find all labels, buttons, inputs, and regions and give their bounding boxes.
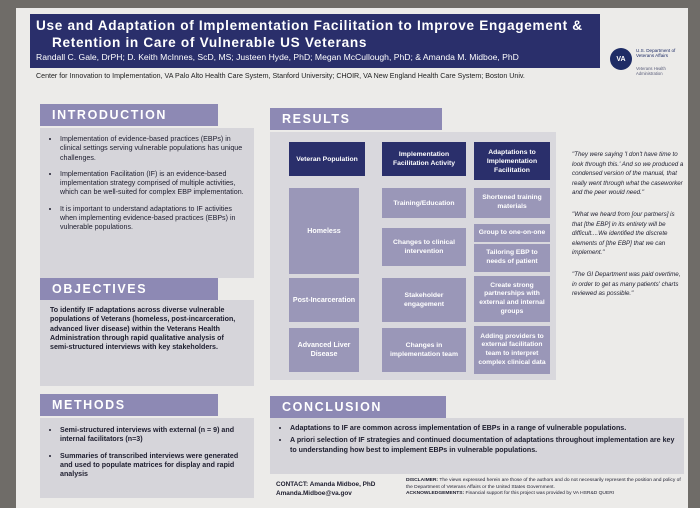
disclaimer-text: The views expressed herein are those of the authors and do not necessarily represent the position and policy of the Department of Veterans Affairs or the United States Government. — [406, 478, 681, 490]
matrix-activity: Training/Education — [382, 188, 466, 218]
matrix-activity: Changes to clinical intervention — [382, 228, 466, 266]
acknowledgements-label: ACKNOWLEDGEMENTS: — [406, 491, 465, 497]
disclaimer-label: DISCLAIMER: — [406, 478, 439, 483]
introduction-bullet: • Implementation Facilitation (IF) is an evidence-based implementation strategy comprised of multiple activities, which can be well-suited for complex EBP implementation. — [60, 170, 246, 198]
logo-administration: Veterans Health Administration — [636, 66, 666, 76]
matrix-population-liver-disease: Advanced Liver Disease — [289, 328, 359, 372]
poster — [16, 8, 688, 508]
matrix-activity: Stakeholder engagement — [382, 278, 466, 322]
contact-block — [276, 480, 406, 498]
quote: "The GI Department was paid overtime, in order to get as many patients' charts reviewed as possible." — [572, 270, 681, 298]
matrix-adaptation: Shortened training materials — [474, 188, 550, 218]
matrix-adaptation: Create strong partnerships with external and internal groups — [474, 276, 550, 322]
matrix-header-population: Veteran Population — [289, 142, 365, 176]
introduction-bullet: • It is important to understand adaptations to IF activities when implementing evidence-based practices (EBPs) in vulnerable populations. — [60, 205, 246, 233]
conclusion-bullet: • A priori selection of IF strategies and continued documentation of adaptations throughout implementation are key to understanding how best to implement EBPs in vulnerable populations. — [290, 436, 676, 455]
acknowledgements-text: Financial support for this project was provided by VA HSR&D QUERI — [465, 491, 615, 497]
quote: "They were saying 'I don't have time to look through this.' And so we produced a condensed version of the manual, that really went through what the caseworker and the peer would need." — [572, 151, 684, 197]
contact-email: Amanda.Midboe@va.gov — [276, 490, 352, 497]
introduction-body — [40, 128, 254, 278]
poster-title-line-2: Retention in Care of Vulnerable US Veterans — [52, 35, 368, 50]
logo-department: U.S. Department of Veterans Affairs — [636, 48, 676, 59]
disclaimer-block — [406, 478, 688, 498]
matrix-adaptation: Adding providers to external facilitation team to interpret complex clinical data — [474, 326, 550, 374]
poster-title-line-1: Use and Adaptation of Implementation Facilitation to Improve Engagement & — [36, 18, 583, 33]
methods-bullet: • Semi-structured interviews with external (n = 9) and internal facilitators (n=3) — [60, 426, 246, 445]
matrix-activity: Changes in implementation team — [382, 328, 466, 372]
affiliations: Center for Innovation to Implementation, VA Palo Alto Health Care System, Stanford University; CHOIR, VA New England Health Care System; Boston Univ. — [36, 72, 525, 80]
matrix-adaptation: Tailoring EBP to needs of patient — [474, 244, 550, 272]
matrix-population-homeless: Homeless — [289, 188, 359, 274]
matrix-adaptation: Group to one-on-one — [474, 224, 550, 242]
matrix-header-activity: Implementation Facilitation Activity — [382, 142, 466, 176]
results-heading: RESULTS — [270, 108, 442, 130]
objectives-text: To identify IF adaptations across diverse vulnerable populations of Veterans (homeless, post-incarceration, advanced liver disease) within the Veterans Health Administration through rapid qualitative analysis of semi-structured interviews with key stakeholders. — [50, 306, 236, 352]
objectives-body — [40, 300, 254, 386]
methods-bullet: • Summaries of transcribed interviews were generated and used to populate matrices for display and rapid analysis — [60, 452, 246, 480]
methods-heading: METHODS — [40, 394, 218, 416]
introduction-heading: INTRODUCTION — [40, 104, 218, 126]
conclusion-bullet: • Adaptations to IF are common across implementation of EBPs in a range of vulnerable populations. — [290, 424, 676, 433]
methods-body — [40, 418, 254, 498]
results-matrix — [270, 132, 556, 380]
matrix-population-post-incarceration: Post-Incarceration — [289, 278, 359, 322]
quote: "What we heard from [our partners] is that [the EBP] in its entirety will be difficult....We identified the discrete elements of [the EBP] that we can implement." — [572, 210, 675, 257]
objectives-heading: OBJECTIVES — [40, 278, 218, 300]
conclusion-heading: CONCLUSION — [270, 396, 446, 418]
authors: Randall C. Gale, DrPH; D. Keith McInnes, ScD, MS; Justeen Hyde, PhD; Megan McCullough, PhD; & Amanda M. Midboe, PhD — [36, 52, 519, 62]
va-seal-icon: VA — [610, 48, 632, 70]
matrix-header-adaptation: Adaptations to Implementation Facilitation — [474, 142, 550, 180]
conclusion-body — [270, 418, 684, 474]
introduction-bullet: • Implementation of evidence-based practices (EBPs) in clinical settings serving vulnerable populations has unique challenges. — [60, 135, 246, 163]
quotes-column — [572, 150, 684, 311]
contact-name: CONTACT: Amanda Midboe, PhD — [276, 481, 376, 488]
va-logo — [608, 44, 684, 90]
